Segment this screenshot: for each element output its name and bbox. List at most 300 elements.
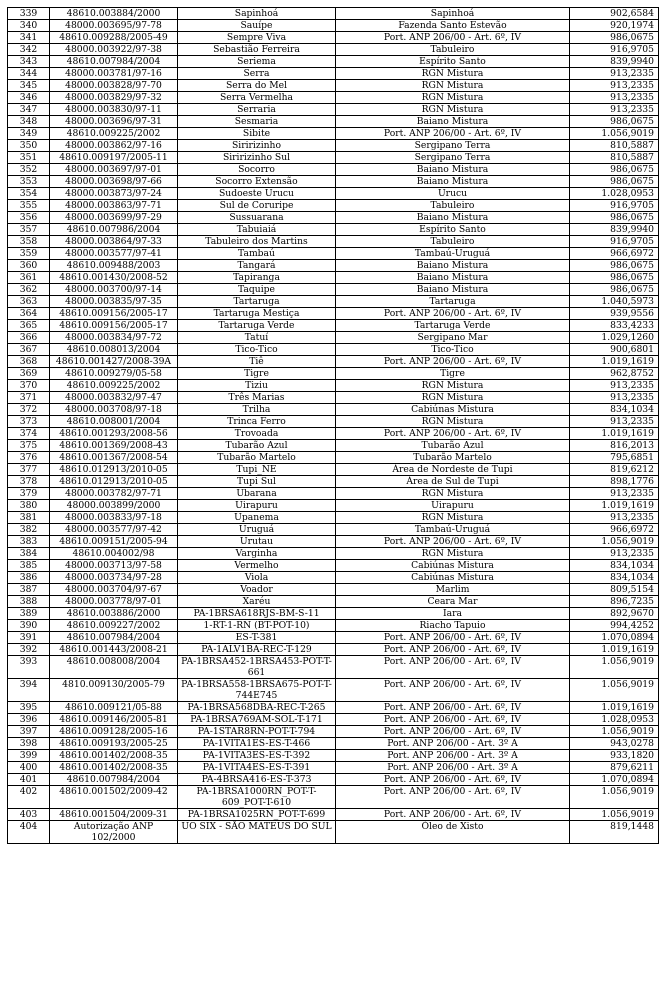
reference-name: RGN Mistura — [336, 80, 570, 92]
table-row — [8, 212, 659, 224]
field-name: ES-T-381 — [178, 632, 336, 644]
reference-name: Port. ANP 206/00 - Art. 6º, IV — [336, 128, 570, 140]
field-name: Sudoeste Urucu — [178, 188, 336, 200]
table-row — [8, 236, 659, 248]
field-name: Tiê — [178, 356, 336, 368]
process-number: 48610.008008/2004 — [50, 656, 178, 679]
table-row — [8, 560, 659, 572]
row-number: 386 — [8, 572, 50, 584]
reference-name: Área de Sul de Tupi — [336, 476, 570, 488]
process-number: 48610.009279/05-58 — [50, 368, 178, 380]
row-number: 360 — [8, 260, 50, 272]
field-name: 1-RT-1-RN (BT-POT-10) — [178, 620, 336, 632]
price-value: 1.056,9019 — [570, 679, 659, 702]
table-row — [8, 524, 659, 536]
price-value: 913,2335 — [570, 512, 659, 524]
price-value: 839,9940 — [570, 224, 659, 236]
process-number: 48610.007986/2004 — [50, 224, 178, 236]
reference-name: Sergipano Terra — [336, 152, 570, 164]
table-row — [8, 392, 659, 404]
field-name: Sebastião Ferreira — [178, 44, 336, 56]
field-name: Sauípe — [178, 20, 336, 32]
table-row — [8, 260, 659, 272]
table-row — [8, 596, 659, 608]
process-number: 48000.003700/97-14 — [50, 284, 178, 296]
row-number: 347 — [8, 104, 50, 116]
process-number: 48610.001443/2008-21 — [50, 644, 178, 656]
price-value: 966,6972 — [570, 524, 659, 536]
price-value: 879,6211 — [570, 762, 659, 774]
process-number: 48610.003884/2000 — [50, 8, 178, 20]
row-number: 342 — [8, 44, 50, 56]
field-name: Uirapuru — [178, 500, 336, 512]
field-name: PA-1VITA3ES-ES-T-392 — [178, 750, 336, 762]
price-value: 1.019,1619 — [570, 702, 659, 714]
table-row — [8, 68, 659, 80]
price-value: 1.056,9019 — [570, 536, 659, 548]
table-row — [8, 584, 659, 596]
price-value: 966,6972 — [570, 248, 659, 260]
price-value: 900,6801 — [570, 344, 659, 356]
process-number: 48610.001369/2008-43 — [50, 440, 178, 452]
reference-name: Baiano Mistura — [336, 272, 570, 284]
field-name: Urutau — [178, 536, 336, 548]
reference-name: Baiano Mistura — [336, 260, 570, 272]
table-row — [8, 200, 659, 212]
field-name: Tapiranga — [178, 272, 336, 284]
table-body — [8, 8, 659, 844]
process-number: 48000.003828/97-70 — [50, 80, 178, 92]
field-name: Seriema — [178, 56, 336, 68]
process-number: 48610.004002/98 — [50, 548, 178, 560]
field-name: PA-1STAR8RN-POT-T-794 — [178, 726, 336, 738]
table-row — [8, 738, 659, 750]
reference-name: Espírito Santo — [336, 224, 570, 236]
field-name: Tartaruga Verde — [178, 320, 336, 332]
reference-name: Port. ANP 206/00 - Art. 6º, IV — [336, 632, 570, 644]
price-value: 809,5154 — [570, 584, 659, 596]
price-value: 1.019,1619 — [570, 500, 659, 512]
row-number: 358 — [8, 236, 50, 248]
reference-name: Sergipano Mar — [336, 332, 570, 344]
field-name: PA-1BRSA1000RN_POT-T-609_POT-T-610 — [178, 786, 336, 809]
field-name: Sesmaria — [178, 116, 336, 128]
process-number: 48610.001293/2008-56 — [50, 428, 178, 440]
row-number: 363 — [8, 296, 50, 308]
price-value: 896,7235 — [570, 596, 659, 608]
row-number: 351 — [8, 152, 50, 164]
reference-name: Baiano Mistura — [336, 284, 570, 296]
reference-name: Port. ANP 206/00 - Art. 6º, IV — [336, 702, 570, 714]
price-value: 933,1820 — [570, 750, 659, 762]
field-name: Trinca Ferro — [178, 416, 336, 428]
reference-name: Port. ANP 206/00 - Art. 6º, IV — [336, 356, 570, 368]
row-number: 381 — [8, 512, 50, 524]
process-number: 48000.003829/97-32 — [50, 92, 178, 104]
table-row — [8, 164, 659, 176]
field-name: Tigre — [178, 368, 336, 380]
reference-name: Sapinhoá — [336, 8, 570, 20]
reference-name: Tico-Tico — [336, 344, 570, 356]
process-number: 48000.003922/97-38 — [50, 44, 178, 56]
row-number: 402 — [8, 786, 50, 809]
row-number: 387 — [8, 584, 50, 596]
price-value: 986,0675 — [570, 116, 659, 128]
price-value: 810,5887 — [570, 152, 659, 164]
field-name: Tubarão Azul — [178, 440, 336, 452]
table-row — [8, 248, 659, 260]
table-row — [8, 368, 659, 380]
row-number: 400 — [8, 762, 50, 774]
row-number: 375 — [8, 440, 50, 452]
table-row — [8, 188, 659, 200]
field-name: Tico-Tico — [178, 344, 336, 356]
row-number: 346 — [8, 92, 50, 104]
process-number: 48610.012913/2010-05 — [50, 464, 178, 476]
price-value: 916,9705 — [570, 200, 659, 212]
table-row — [8, 92, 659, 104]
price-value: 795,6851 — [570, 452, 659, 464]
table-row — [8, 104, 659, 116]
row-number: 377 — [8, 464, 50, 476]
field-name: Siririzinho — [178, 140, 336, 152]
reference-name: Baiano Mistura — [336, 164, 570, 176]
reference-name: Port. ANP 206/00 - Art. 6º, IV — [336, 809, 570, 821]
price-value: 913,2335 — [570, 392, 659, 404]
price-value: 962,8752 — [570, 368, 659, 380]
reference-name: Port. ANP 206/00 - Art. 3º A — [336, 738, 570, 750]
row-number: 367 — [8, 344, 50, 356]
reference-name: Port. ANP 206/00 - Art. 3º A — [336, 762, 570, 774]
process-number: 48000.003862/97-16 — [50, 140, 178, 152]
field-name: Tambaú — [178, 248, 336, 260]
field-name: Vermelho — [178, 560, 336, 572]
field-name: Tangará — [178, 260, 336, 272]
field-name: PA-1BRSA618RJS-BM-S-11 — [178, 608, 336, 620]
field-name: PA-1BRSA1025RN_POT-T-699 — [178, 809, 336, 821]
field-name: PA-1BRSA769AM-SOL-T-171 — [178, 714, 336, 726]
row-number: 404 — [8, 821, 50, 844]
price-value: 913,2335 — [570, 68, 659, 80]
field-name: Sapinhoá — [178, 8, 336, 20]
price-value: 913,2335 — [570, 548, 659, 560]
reference-name: Port. ANP 206/00 - Art. 6º, IV — [336, 428, 570, 440]
price-value: 816,2013 — [570, 440, 659, 452]
price-value: 834,1034 — [570, 404, 659, 416]
table-row — [8, 428, 659, 440]
price-value: 994,4252 — [570, 620, 659, 632]
price-value: 1.040,5973 — [570, 296, 659, 308]
table-row — [8, 332, 659, 344]
table-row — [8, 548, 659, 560]
price-value: 1.070,0894 — [570, 774, 659, 786]
field-name: Tabuiaiá — [178, 224, 336, 236]
process-number: 48610.012913/2010-05 — [50, 476, 178, 488]
table-row — [8, 644, 659, 656]
table-row — [8, 714, 659, 726]
price-value: 943,0278 — [570, 738, 659, 750]
reference-name: Iara — [336, 608, 570, 620]
table-row — [8, 512, 659, 524]
reference-name: Ceara Mar — [336, 596, 570, 608]
price-value: 892,9670 — [570, 608, 659, 620]
row-number: 341 — [8, 32, 50, 44]
process-number: 48610.009225/2002 — [50, 128, 178, 140]
price-value: 839,9940 — [570, 56, 659, 68]
price-value: 1.029,1260 — [570, 332, 659, 344]
row-number: 396 — [8, 714, 50, 726]
price-value: 986,0675 — [570, 212, 659, 224]
process-number: 48000.003708/97-18 — [50, 404, 178, 416]
process-number: 48000.003713/97-58 — [50, 560, 178, 572]
reference-name: RGN Mistura — [336, 392, 570, 404]
reference-name: Port. ANP 206/00 - Art. 6º, IV — [336, 308, 570, 320]
process-number: 48610.001502/2009-42 — [50, 786, 178, 809]
field-name: Sibite — [178, 128, 336, 140]
reference-name: Cabiúnas Mistura — [336, 404, 570, 416]
price-value: 1.070,0894 — [570, 632, 659, 644]
process-number: 48000.003782/97-71 — [50, 488, 178, 500]
reference-name: Tigre — [336, 368, 570, 380]
price-value: 819,6212 — [570, 464, 659, 476]
table-row — [8, 750, 659, 762]
table-row — [8, 404, 659, 416]
row-number: 365 — [8, 320, 50, 332]
field-name: PA-1BRSA568DBA-REC-T-265 — [178, 702, 336, 714]
field-name: Serra Vermelha — [178, 92, 336, 104]
table-row — [8, 116, 659, 128]
reference-name: Riacho Tapuio — [336, 620, 570, 632]
table-row — [8, 8, 659, 20]
process-number: 48610.008013/2004 — [50, 344, 178, 356]
reference-name: Urucu — [336, 188, 570, 200]
reference-name: RGN Mistura — [336, 416, 570, 428]
row-number: 339 — [8, 8, 50, 20]
table-row — [8, 620, 659, 632]
table-row — [8, 56, 659, 68]
process-number: 48610.009151/2005-94 — [50, 536, 178, 548]
process-number: 48610.003886/2000 — [50, 608, 178, 620]
row-number: 340 — [8, 20, 50, 32]
process-number: 48610.009225/2002 — [50, 380, 178, 392]
reference-name: Port. ANP 206/00 - Art. 6º, IV — [336, 774, 570, 786]
process-number: 48000.003699/97-29 — [50, 212, 178, 224]
table-row — [8, 80, 659, 92]
row-number: 350 — [8, 140, 50, 152]
row-number: 374 — [8, 428, 50, 440]
field-name: Tartaruga — [178, 296, 336, 308]
field-name: Tupi_NE — [178, 464, 336, 476]
field-name: PA-1BRSA452-1BRSA453-POT-T-661 — [178, 656, 336, 679]
table-row — [8, 320, 659, 332]
process-number: 48000.003698/97-66 — [50, 176, 178, 188]
table-row — [8, 809, 659, 821]
row-number: 376 — [8, 452, 50, 464]
price-value: 1.056,9019 — [570, 128, 659, 140]
price-value: 986,0675 — [570, 164, 659, 176]
row-number: 384 — [8, 548, 50, 560]
process-number: 48610.007984/2004 — [50, 632, 178, 644]
reference-name: Fazenda Santo Estevão — [336, 20, 570, 32]
row-number: 345 — [8, 80, 50, 92]
process-number: 48000.003781/97-16 — [50, 68, 178, 80]
table-row — [8, 296, 659, 308]
reference-name: RGN Mistura — [336, 68, 570, 80]
price-value: 916,9705 — [570, 44, 659, 56]
reference-name: Área de Nordeste de Tupi — [336, 464, 570, 476]
table-row — [8, 608, 659, 620]
reference-name: Cabiúnas Mistura — [336, 560, 570, 572]
table-row — [8, 656, 659, 679]
table-row — [8, 464, 659, 476]
table-row — [8, 224, 659, 236]
price-value: 939,9556 — [570, 308, 659, 320]
reference-name: Port. ANP 206/00 - Art. 6º, IV — [336, 714, 570, 726]
row-number: 372 — [8, 404, 50, 416]
process-number: 48610.009121/05-88 — [50, 702, 178, 714]
field-name: Três Marias — [178, 392, 336, 404]
reference-name: Baiano Mistura — [336, 176, 570, 188]
reference-name: RGN Mistura — [336, 380, 570, 392]
reference-name: Uirapuru — [336, 500, 570, 512]
field-name: Varginha — [178, 548, 336, 560]
process-number: 48610.009197/2005-11 — [50, 152, 178, 164]
field-name: PA-1VITA4ES-ES-T-391 — [178, 762, 336, 774]
price-value: 1.056,9019 — [570, 809, 659, 821]
field-name: Trovoada — [178, 428, 336, 440]
field-name: Tiziu — [178, 380, 336, 392]
field-name: Ubarana — [178, 488, 336, 500]
field-name: Sul de Coruripe — [178, 200, 336, 212]
reference-name: Espírito Santo — [336, 56, 570, 68]
row-number: 373 — [8, 416, 50, 428]
process-number: 48610.009146/2005-81 — [50, 714, 178, 726]
table-row — [8, 726, 659, 738]
price-value: 913,2335 — [570, 488, 659, 500]
process-number: 48610.009156/2005-17 — [50, 320, 178, 332]
price-value: 810,5887 — [570, 140, 659, 152]
process-number: 48610.009156/2005-17 — [50, 308, 178, 320]
process-number: 48000.003835/97-35 — [50, 296, 178, 308]
process-number: 48000.003833/97-18 — [50, 512, 178, 524]
row-number: 399 — [8, 750, 50, 762]
field-name: Socorro — [178, 164, 336, 176]
table-row — [8, 308, 659, 320]
field-name: Upanema — [178, 512, 336, 524]
row-number: 403 — [8, 809, 50, 821]
reference-name: Port. ANP 206/00 - Art. 6º, IV — [336, 679, 570, 702]
table-row — [8, 632, 659, 644]
table-row — [8, 140, 659, 152]
table-row — [8, 20, 659, 32]
process-number: 48610.009488/2003 — [50, 260, 178, 272]
field-name: UO SIX - SÃO MATEUS DO SUL — [178, 821, 336, 844]
field-name: PA-4BRSA416-ES-T-373 — [178, 774, 336, 786]
field-name: Taquipe — [178, 284, 336, 296]
table-row — [8, 786, 659, 809]
row-number: 398 — [8, 738, 50, 750]
row-number: 369 — [8, 368, 50, 380]
price-value: 986,0675 — [570, 284, 659, 296]
table-row — [8, 152, 659, 164]
row-number: 361 — [8, 272, 50, 284]
table-row — [8, 32, 659, 44]
row-number: 352 — [8, 164, 50, 176]
reference-name: Sergipano Terra — [336, 140, 570, 152]
field-name: Tatuí — [178, 332, 336, 344]
table-row — [8, 416, 659, 428]
reference-name: RGN Mistura — [336, 548, 570, 560]
price-value: 1.019,1619 — [570, 356, 659, 368]
field-name: Siririzinho Sul — [178, 152, 336, 164]
process-number: 48610.008001/2004 — [50, 416, 178, 428]
row-number: 349 — [8, 128, 50, 140]
process-number: 48000.003834/97-72 — [50, 332, 178, 344]
table-row — [8, 440, 659, 452]
reference-name: Port. ANP 206/00 - Art. 6º, IV — [336, 726, 570, 738]
field-name: Serra — [178, 68, 336, 80]
reference-name: Tubarão Azul — [336, 440, 570, 452]
process-number: 48000.003899/2000 — [50, 500, 178, 512]
process-number: 48000.003778/97-01 — [50, 596, 178, 608]
table-row — [8, 344, 659, 356]
table-row — [8, 176, 659, 188]
table-row — [8, 476, 659, 488]
process-number: 48610.009193/2005-25 — [50, 738, 178, 750]
field-name: Serra do Mel — [178, 80, 336, 92]
row-number: 362 — [8, 284, 50, 296]
field-name: Serraria — [178, 104, 336, 116]
process-number: 48610.001402/2008-35 — [50, 762, 178, 774]
price-value: 986,0675 — [570, 272, 659, 284]
process-number: 48610.009288/2005-49 — [50, 32, 178, 44]
reference-name: Port. ANP 206/00 - Art. 6º, IV — [336, 786, 570, 809]
price-value: 1.056,9019 — [570, 656, 659, 679]
reference-name: RGN Mistura — [336, 104, 570, 116]
reference-name: RGN Mistura — [336, 512, 570, 524]
table-row — [8, 356, 659, 368]
price-value: 1.056,9019 — [570, 786, 659, 809]
row-number: 391 — [8, 632, 50, 644]
process-number: 48000.003696/97-31 — [50, 116, 178, 128]
row-number: 354 — [8, 188, 50, 200]
process-number: 48000.003832/97-47 — [50, 392, 178, 404]
price-value: 902,6584 — [570, 8, 659, 20]
row-number: 388 — [8, 596, 50, 608]
price-value: 916,9705 — [570, 236, 659, 248]
process-number: 48000.003873/97-24 — [50, 188, 178, 200]
process-number: 48000.003704/97-67 — [50, 584, 178, 596]
row-number: 356 — [8, 212, 50, 224]
table-row — [8, 762, 659, 774]
price-value: 833,4233 — [570, 320, 659, 332]
row-number: 353 — [8, 176, 50, 188]
row-number: 392 — [8, 644, 50, 656]
price-value: 834,1034 — [570, 560, 659, 572]
row-number: 355 — [8, 200, 50, 212]
row-number: 379 — [8, 488, 50, 500]
price-value: 920,1974 — [570, 20, 659, 32]
reference-name: Tartaruga — [336, 296, 570, 308]
reference-name: Baiano Mistura — [336, 212, 570, 224]
field-name: Viola — [178, 572, 336, 584]
table-row — [8, 128, 659, 140]
price-value: 986,0675 — [570, 260, 659, 272]
field-name: Sussuarana — [178, 212, 336, 224]
reference-name: Tambaú-Uruguá — [336, 248, 570, 260]
process-number: 4810.009130/2005-79 — [50, 679, 178, 702]
table-row — [8, 572, 659, 584]
